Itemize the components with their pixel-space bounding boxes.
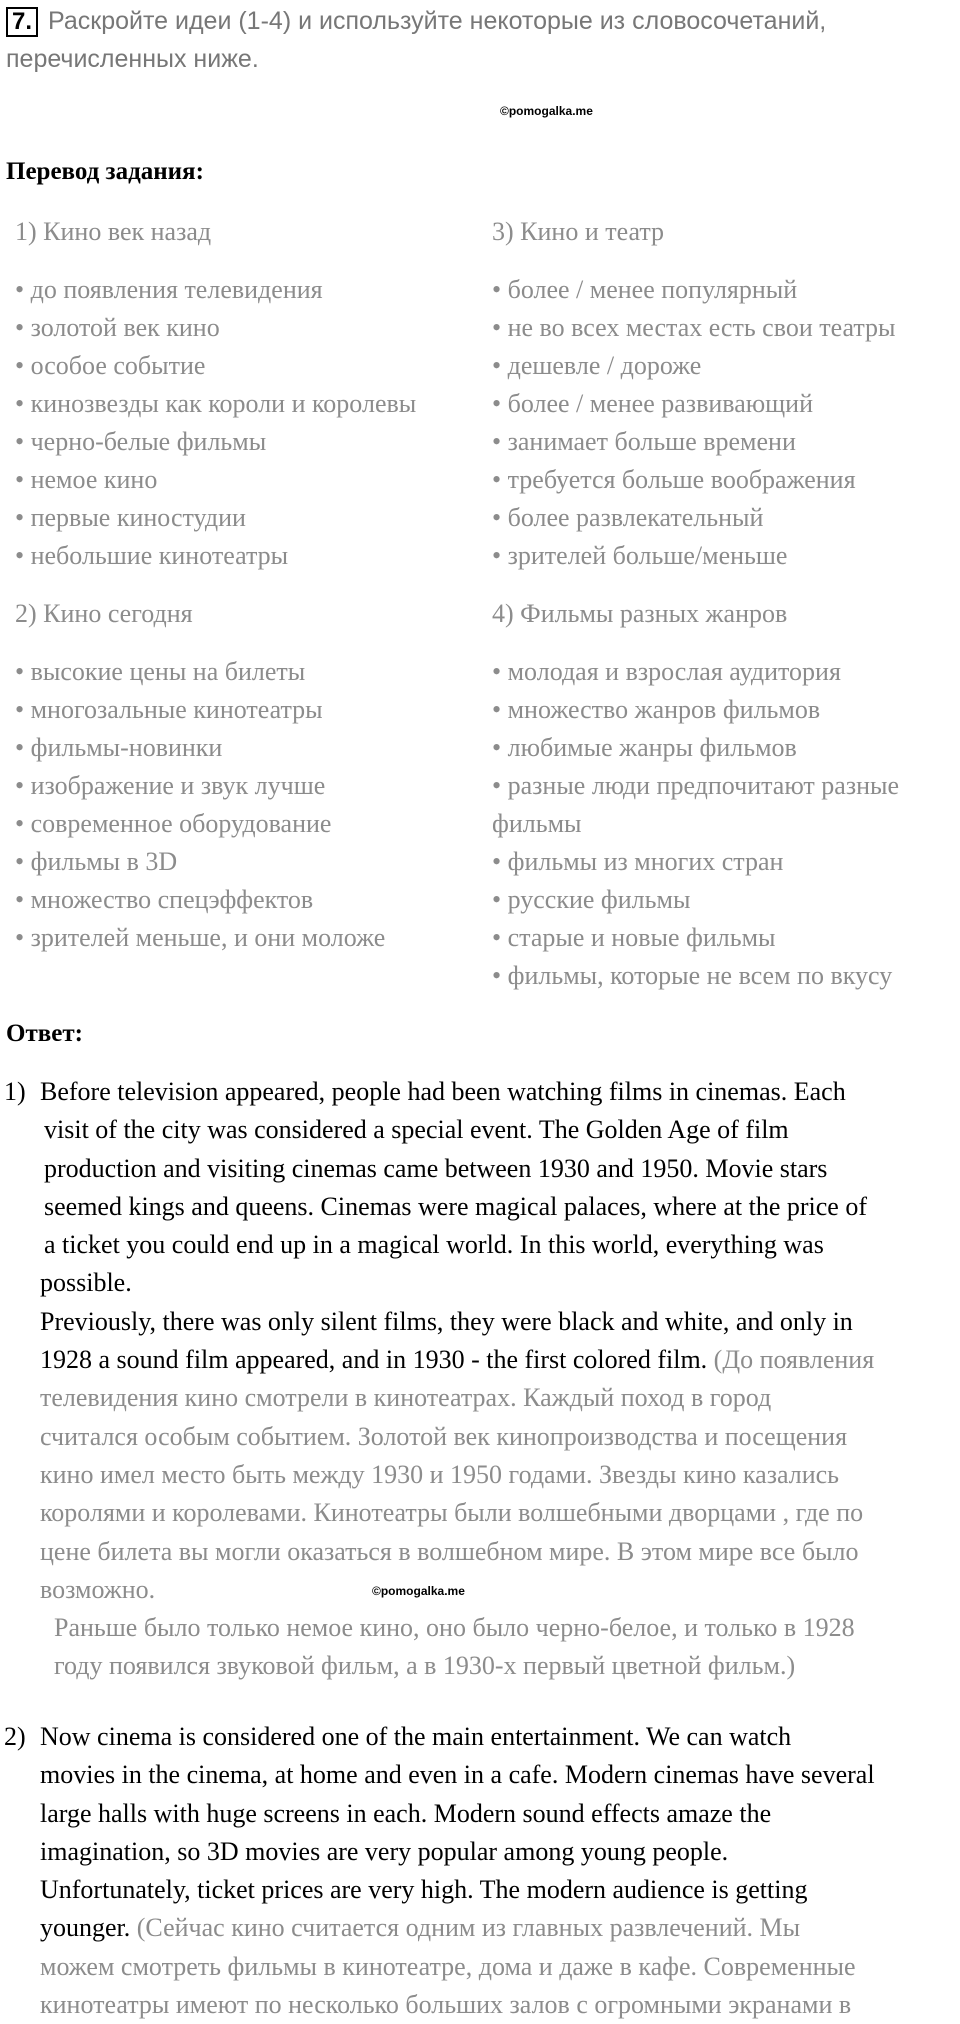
task-text-2: перечисленных ниже. [6, 45, 259, 73]
answer-2-row [4, 1718, 954, 2024]
list-item: • изображение и звук лучше [15, 771, 326, 800]
idea-2-title: 2) Кино сегодня [15, 599, 193, 628]
list-item: • более / менее развивающий [492, 389, 814, 418]
list-item: • молодая и взрослая аудитория [492, 657, 841, 686]
answer-2-ru-line: кинотеатры имеют по несколько больших залов с огромными экранами в [40, 1990, 852, 2020]
answer-1-line: visit of the city was considered a special event. The Golden Age of film [44, 1115, 789, 1145]
list-item: • фильмы-новинки [15, 733, 223, 762]
translation-heading: Перевод задания: [6, 158, 204, 185]
answer-1-mixed-line [40, 1341, 954, 1379]
list-item: • фильмы из многих стран [492, 847, 784, 876]
answer-1-ru-line: королями и королевами. Кинотеатры были волшебными дворцами , где по [40, 1498, 864, 1528]
list-item: • небольшие кинотеатры [15, 541, 289, 570]
list-item: • немое кино [15, 465, 158, 494]
idea-1-title: 1) Кино век назад [15, 217, 212, 246]
list-item: • требуется больше воображения [492, 465, 856, 494]
list-item: • кинозвезды как короли и королевы [15, 389, 417, 418]
answer-1-line: Previously, there was only silent films, they were black and white, and only in [40, 1306, 853, 1336]
answer-2-mixed-line [40, 1909, 954, 1947]
answer-1-number: 1) [4, 1077, 26, 1106]
list-item: • первые киностудии [15, 503, 246, 532]
list-item: • разные люди предпочитают разные [492, 771, 900, 800]
task-text-1: Раскройте идеи (1-4) и используйте некоторые из словосочетаний, [48, 7, 827, 35]
answer-1-line: possible. [40, 1268, 132, 1298]
list-item: • русские фильмы [492, 885, 691, 914]
answer-1-line: seemed kings and queens. Cinemas were magical palaces, where at the price of [44, 1191, 867, 1221]
list-item: • старые и новые фильмы [492, 923, 776, 952]
list-item: • не во всех местах есть свои театры [492, 313, 896, 342]
ideas-right-column [492, 213, 952, 995]
list-item: • золотой век кино [15, 313, 220, 342]
idea-4-title: 4) Фильмы разных жанров [492, 599, 788, 628]
list-item: • зрителей меньше, и они моложе [15, 923, 386, 952]
list-item: • множество спецэффектов [15, 885, 314, 914]
answer-2-line: large halls with huge screens in each. Modern sound effects amaze the [40, 1798, 772, 1828]
answer-1-row [4, 1073, 954, 1686]
task-line-1 [6, 4, 826, 38]
list-item: • высокие цены на билеты [15, 657, 306, 686]
list-item: • черно-белые фильмы [15, 427, 267, 456]
answer-2-en-tail: younger. [40, 1913, 131, 1943]
task-number: 7. [6, 7, 38, 37]
answer-1-ru-line: телевидения кино смотрели в кинотеатрах. Каждый поход в город [40, 1383, 772, 1413]
answer-1-ru-line: Раньше было только немое кино, оно было черно-белое, и только в 1928 [54, 1613, 855, 1643]
list-item: • современное оборудование [15, 809, 332, 838]
answer-1-line: Before television appeared, people had been watching films in cinemas. Each [40, 1077, 846, 1106]
answer-2 [4, 1718, 954, 2024]
answer-heading: Ответ: [6, 1020, 83, 1047]
answer-2-ru-line: можем смотреть фильмы в кинотеатре, дома и даже в кафе. Современные [40, 1951, 856, 1981]
answer-2-number: 2) [4, 1722, 26, 1751]
answer-2-line: Unfortunately, ticket prices are very high. The modern audience is getting [40, 1875, 808, 1905]
answer-1-ru-line: считался особым событием. Золотой век кинопроизводства и посещения [40, 1421, 848, 1451]
watermark-top: ©pomogalka.me [500, 104, 593, 118]
answer-1-en-tail: 1928 a sound film appeared, and in 1930 - the first colored film. [40, 1345, 708, 1375]
list-item: • занимает больше времени [492, 427, 796, 456]
answer-1-line: a ticket you could end up in a magical world. In this world, everything was [44, 1230, 824, 1260]
list-item: • особое событие [15, 351, 206, 380]
list-item: • до появления телевидения [15, 275, 323, 304]
list-item: • фильмы, которые не всем по вкусу [492, 961, 893, 990]
list-item: • множество жанров фильмов [492, 695, 821, 724]
answer-1-ru-line: кино имел место быть между 1930 и 1950 годами. Звезды кино казались [40, 1459, 840, 1489]
answer-1-line: production and visiting cinemas came between 1930 and 1950. Movie stars [44, 1153, 828, 1183]
list-item: • зрителей больше/меньше [492, 541, 788, 570]
list-item: • любимые жанры фильмов [492, 733, 797, 762]
list-item: • дешевле / дороже [492, 351, 702, 380]
answer-2-line: imagination, so 3D movies are very popular among young people. [40, 1836, 729, 1866]
ideas-left-column [15, 213, 485, 957]
answer-1-ru-line: возможно. [40, 1574, 156, 1604]
answer-1-ru-line: цене билета вы могли оказаться в волшебном мире. В этом мире все было [40, 1536, 859, 1566]
list-item: • многозальные кинотеатры [15, 695, 323, 724]
idea-3-title: 3) Кино и театр [492, 217, 665, 246]
list-item: • более развлекательный [492, 503, 764, 532]
answer-1-ru-start: (До появления [707, 1345, 875, 1375]
answer-1-ru-line: году появился звуковой фильм, а в 1930-х первый цветной фильм.) [54, 1651, 796, 1681]
answer-2-line: movies in the cinema, at home and even in a cafe. Modern cinemas have several [40, 1760, 875, 1790]
answer-2-ru-start: (Сейчас кино считается одним из главных развлечений. Мы [130, 1913, 801, 1943]
list-item: • фильмы в 3D [15, 847, 178, 876]
answer-2-line: Now cinema is considered one of the main entertainment. We can watch [40, 1722, 792, 1751]
list-item: фильмы [492, 809, 582, 838]
watermark-mid: ©pomogalka.me [372, 1584, 465, 1598]
answer-1 [4, 1073, 954, 1686]
list-item: • более / менее популярный [492, 275, 798, 304]
